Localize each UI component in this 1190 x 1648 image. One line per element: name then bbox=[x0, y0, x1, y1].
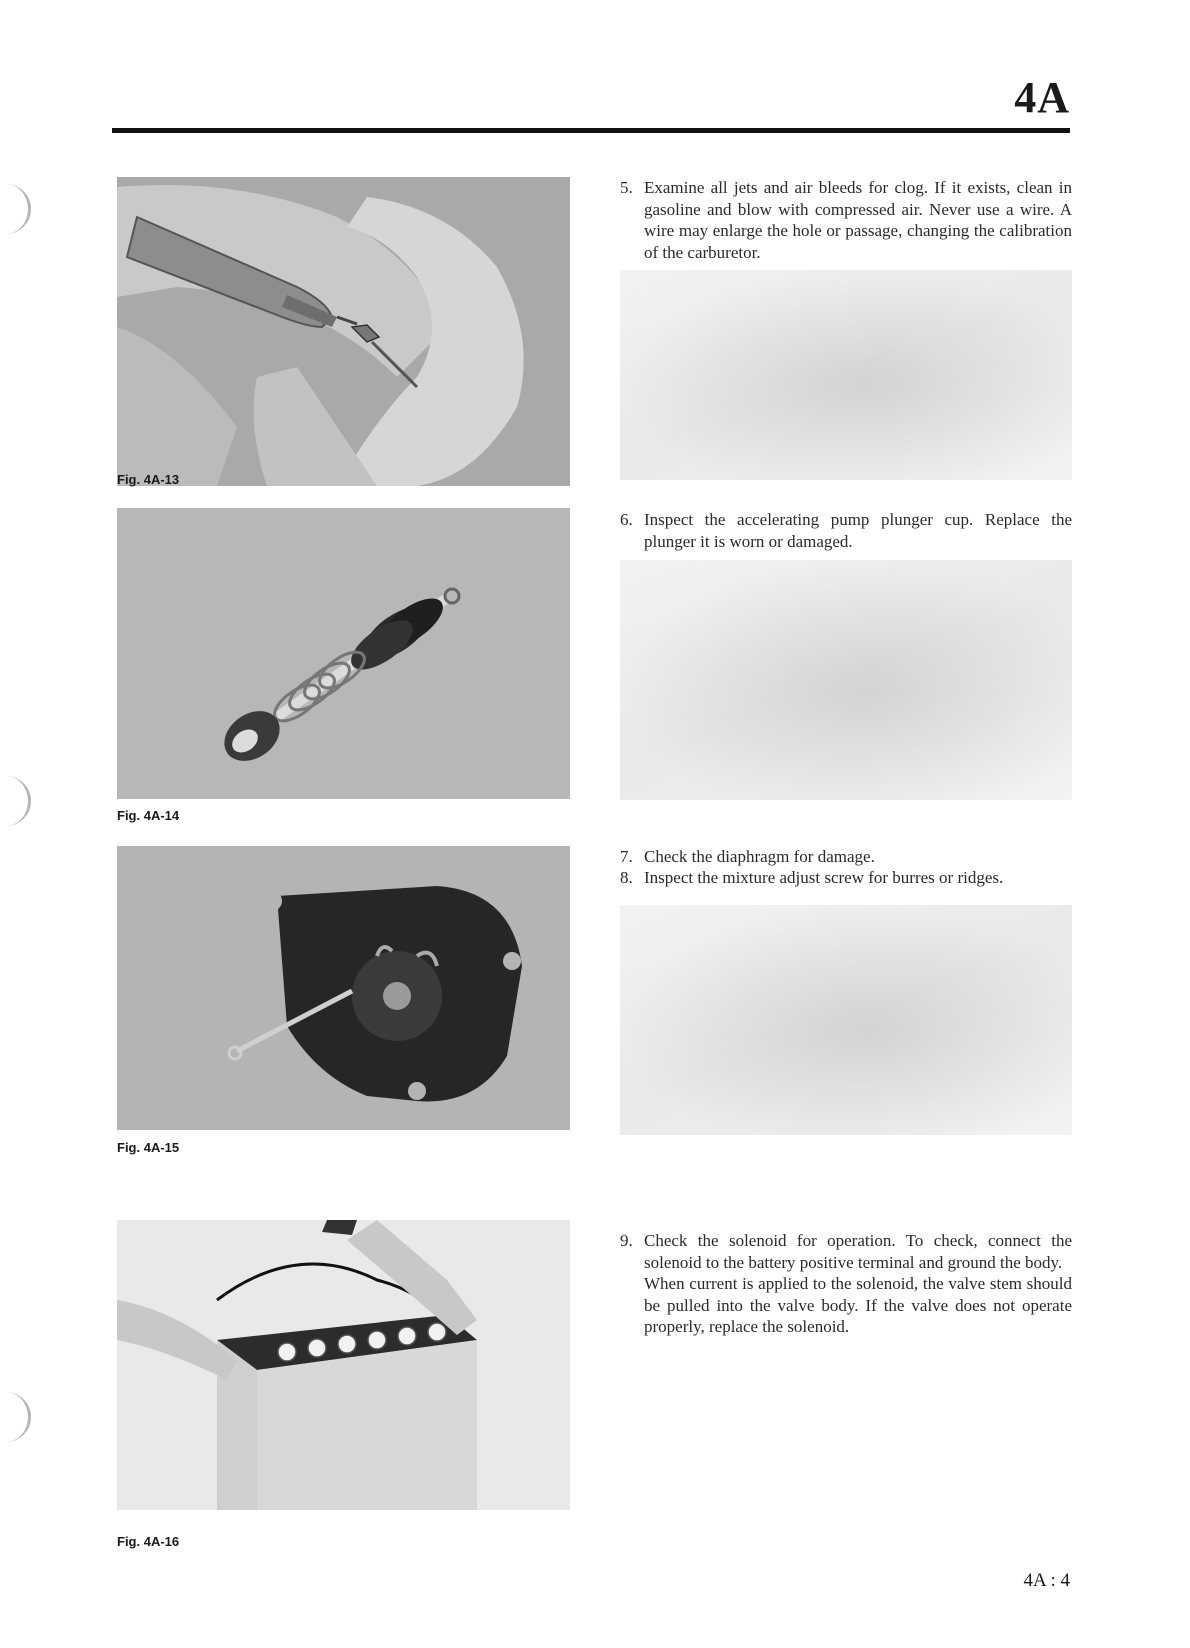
pump-plunger-icon bbox=[117, 508, 570, 799]
step-5 bbox=[620, 177, 1072, 263]
step-number: 9. bbox=[620, 1231, 633, 1250]
step-number: 7. bbox=[620, 847, 633, 866]
step-7 bbox=[620, 846, 1072, 868]
figure-4a-16-photo bbox=[117, 1220, 570, 1510]
step-text: Examine all jets and air bleeds for clog. If it exists, clean in gasoline and blow with compressed air. Never use a wire. A wire may enlarge the hole or passage, changing the calibration of the carburetor. bbox=[644, 178, 1072, 262]
binder-hole bbox=[0, 1392, 31, 1442]
figure-caption: Fig. 4A-15 bbox=[117, 1140, 180, 1155]
step-number: 8. bbox=[620, 868, 633, 887]
step-6 bbox=[620, 509, 1072, 552]
figure-4a-14-photo bbox=[117, 508, 570, 799]
step-text: Inspect the accelerating pump plunger cup. Replace the plunger it is worn or damaged. bbox=[644, 510, 1072, 551]
binder-hole bbox=[0, 184, 31, 234]
step-text: When current is applied to the solenoid, the valve stem should be pulled into the valve body. If the valve does not operate properly, replace the solenoid. bbox=[644, 1274, 1072, 1336]
figure-4a-15-photo bbox=[117, 846, 570, 1130]
step-8 bbox=[620, 867, 1072, 889]
section-tag: 4A bbox=[1014, 73, 1070, 122]
step-text: Inspect the mixture adjust screw for burres or ridges. bbox=[644, 868, 1004, 887]
figure-4a-13-photo bbox=[117, 177, 570, 486]
step-number: 6. bbox=[620, 510, 633, 529]
figure-caption: Fig. 4A-13 bbox=[117, 472, 180, 487]
bleed-through-image bbox=[620, 560, 1072, 800]
figure-caption: Fig. 4A-16 bbox=[117, 1534, 180, 1549]
page-number: 4A : 4 bbox=[1023, 1570, 1070, 1591]
battery-solenoid-test-icon bbox=[117, 1220, 570, 1510]
diaphragm-icon bbox=[117, 846, 570, 1130]
bleed-through-image bbox=[620, 270, 1072, 480]
bleed-through-image bbox=[620, 905, 1072, 1135]
binder-hole bbox=[0, 776, 31, 826]
figure-caption: Fig. 4A-14 bbox=[117, 808, 180, 823]
step-text: Check the solenoid for operation. To check, connect the solenoid to the battery positive terminal and ground the body. bbox=[644, 1231, 1072, 1272]
step-9 bbox=[620, 1230, 1072, 1338]
step-text: Check the diaphragm for damage. bbox=[644, 847, 875, 866]
header-rule bbox=[112, 128, 1070, 133]
blow-gun-on-jet-icon bbox=[117, 177, 570, 486]
step-number: 5. bbox=[620, 178, 633, 197]
